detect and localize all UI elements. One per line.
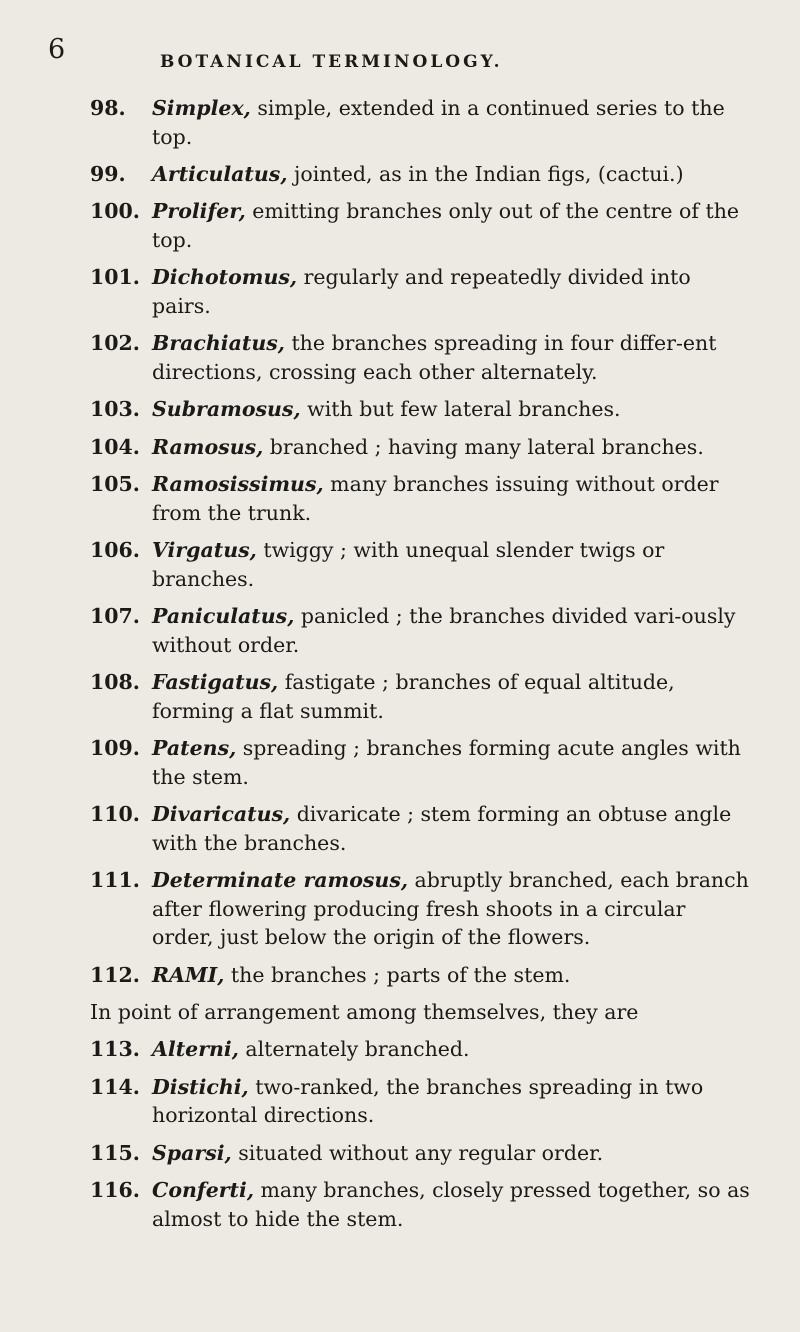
entry-definition: alternately branched.	[238, 1037, 470, 1062]
entry-definition: simple, extended in a continued series to the top.	[152, 96, 725, 149]
glossary-entry	[90, 734, 750, 791]
entry-number: 115.	[90, 1140, 140, 1165]
entry-definition: twiggy ; with unequal slender twigs or branches.	[152, 538, 665, 591]
entry-definition: the branches ; parts of the stem.	[224, 962, 571, 987]
entry-number: 114.	[90, 1074, 140, 1099]
entry-number: 106.	[90, 538, 140, 563]
entry-number: 105.	[90, 472, 140, 497]
entry-term: Ramosissimus,	[152, 472, 324, 497]
glossary-entry	[90, 395, 750, 424]
entry-number: 112.	[90, 962, 140, 987]
entry-definition: two-ranked, the branches spreading in two horizontal directions.	[152, 1074, 704, 1128]
glossary-entry	[90, 1073, 750, 1130]
entry-number: 103.	[90, 397, 140, 422]
glossary-entry	[90, 866, 750, 952]
entry-term: Paniculatus,	[152, 604, 295, 629]
entry-number: 116.	[90, 1178, 140, 1203]
entry-term: Distichi,	[152, 1074, 249, 1099]
entry-number: 109.	[90, 736, 140, 761]
entry-term: Patens,	[152, 736, 237, 761]
entry-definition: branched ; having many lateral branches.	[263, 434, 704, 459]
entry-term: Articulatus,	[152, 161, 288, 186]
glossary-entry	[90, 668, 750, 725]
entry-term: Divaricatus,	[152, 802, 291, 827]
glossary-entry	[90, 1176, 750, 1233]
entry-definition: regularly and repeatedly divided into pairs.	[152, 265, 691, 318]
entry-number: 111.	[90, 868, 140, 893]
entry-number: 110.	[90, 802, 140, 827]
page-header	[0, 34, 800, 74]
entry-definition: panicled ; the branches divided vari-ously without order.	[152, 604, 736, 657]
glossary-entry	[90, 470, 750, 527]
entry-definition: situated without any regular order.	[231, 1140, 604, 1165]
entry-number: 108.	[90, 670, 140, 695]
intro-text: In point of arrangement among themselves, they are	[90, 999, 639, 1024]
entry-term: Conferti,	[152, 1178, 254, 1203]
entry-number: 100.	[90, 199, 140, 224]
entry-number: 107.	[90, 604, 140, 629]
entry-term: RAMI,	[152, 962, 225, 987]
entry-definition: spreading ; branches forming acute angles with the stem.	[152, 736, 741, 789]
entry-definition: jointed, as in the Indian figs, (cactui.)	[287, 161, 684, 186]
glossary-entry	[90, 160, 750, 189]
glossary-entry	[90, 94, 750, 151]
entry-term: Prolifer,	[152, 199, 246, 224]
entry-definition: divaricate ; stem forming an obtuse angle with the branches.	[152, 802, 732, 855]
entry-number: 102.	[90, 331, 140, 356]
glossary-entry	[90, 433, 750, 462]
page-number: 6	[48, 34, 66, 65]
glossary-entry	[90, 800, 750, 857]
entry-definition: many branches, closely pressed together, so as almost to hide the stem.	[152, 1178, 750, 1231]
entry-term: Simplex,	[152, 96, 251, 120]
glossary-entry	[90, 1035, 750, 1064]
entry-number: 113.	[90, 1037, 140, 1062]
entry-term: Sparsi,	[152, 1140, 232, 1165]
entry-definition: with but few lateral branches.	[300, 397, 621, 422]
entry-term: Brachiatus,	[152, 331, 285, 356]
glossary-list	[90, 94, 750, 1242]
glossary-entry	[90, 197, 750, 254]
entry-term: Determinate ramosus,	[152, 868, 409, 893]
glossary-entry	[90, 602, 750, 659]
entry-term: Virgatus,	[152, 538, 257, 563]
entry-number: 99.	[90, 161, 126, 186]
entry-term: Fastigatus,	[152, 670, 279, 695]
entry-term: Subramosus,	[152, 397, 301, 422]
glossary-entry	[90, 536, 750, 593]
entry-term: Ramosus,	[152, 434, 264, 459]
glossary-entry	[90, 263, 750, 320]
entry-definition: emitting branches only out of the centre of the top.	[152, 199, 740, 252]
section-intro	[90, 998, 750, 1027]
glossary-entry	[90, 1139, 750, 1168]
entry-definition: many branches issuing without order from the trunk.	[152, 472, 719, 525]
entry-definition: the branches spreading in four differ-ent directions, crossing each other alternately.	[152, 331, 717, 384]
entry-number: 98.	[90, 96, 126, 120]
entry-number: 104.	[90, 434, 140, 459]
entry-number: 101.	[90, 265, 140, 290]
entry-definition: fastigate ; branches of equal altitude, forming a flat summit.	[152, 670, 675, 723]
entry-term: Alterni,	[152, 1037, 239, 1062]
entry-term: Dichotomus,	[152, 265, 298, 290]
glossary-entry	[90, 961, 750, 990]
entry-definition: abruptly branched, each branch after flowering producing fresh shoots in a circular order, just below the origin of the flowers.	[152, 868, 749, 950]
running-head: BOTANICAL TERMINOLOGY.	[160, 52, 503, 72]
glossary-entry	[90, 329, 750, 386]
